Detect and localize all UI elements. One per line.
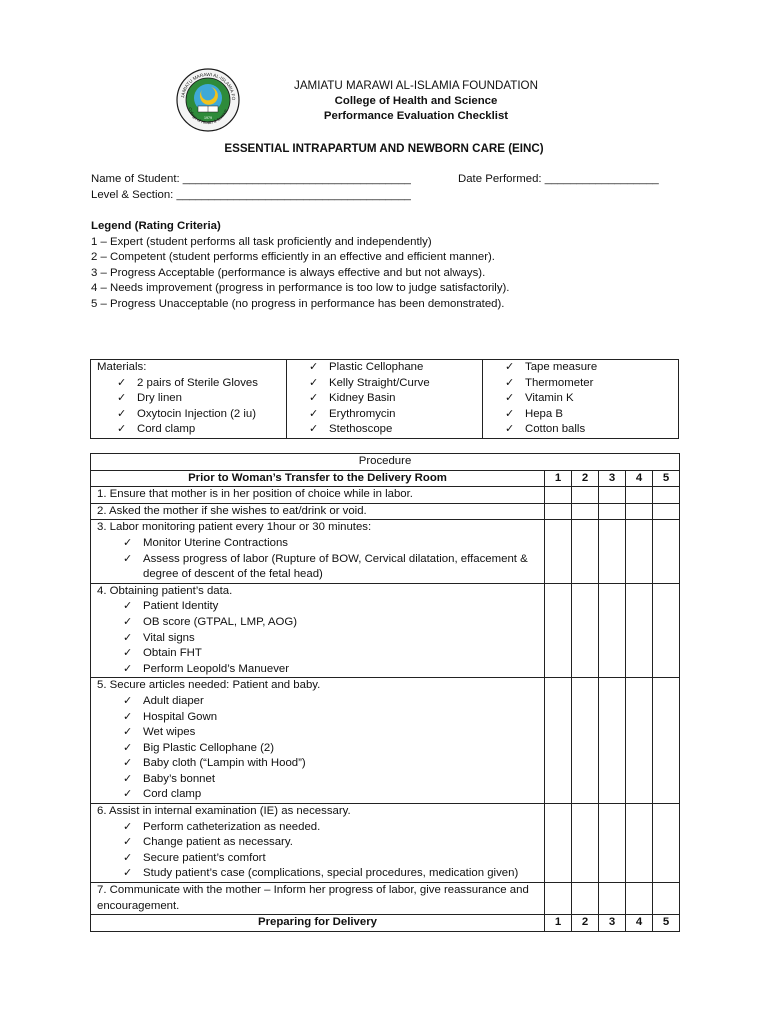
rating-legend (91, 219, 691, 313)
rating-cell[interactable] (572, 883, 599, 915)
rating-cell[interactable] (653, 487, 680, 504)
rating-cell[interactable] (653, 678, 680, 804)
material-item: ✓ Oxytocin Injection (2 iu) (91, 407, 286, 423)
legend-item: 2 – Competent (student performs efficiently in an effective and efficient manner). (91, 251, 495, 264)
rating-cell[interactable] (572, 583, 599, 678)
procedure-title: Procedure (91, 454, 680, 471)
legend-item: 5 – Progress Unacceptable (no progress in performance has been demonstrated). (91, 297, 505, 310)
checkmark-icon: ✓ (309, 392, 319, 405)
student-name-field[interactable]: Name of Student: ____________________________________ (91, 173, 411, 185)
materials-column-2 (287, 360, 483, 439)
rating-cell[interactable] (653, 804, 680, 883)
rating-cell[interactable] (653, 520, 680, 583)
checkmark-icon: ✓ (505, 361, 515, 373)
section-header-row (91, 915, 680, 932)
legend-title: Legend (Rating Criteria) (91, 220, 221, 232)
section-title: Preparing for Delivery (91, 915, 545, 932)
sub-item: ✓ Vital signs (97, 631, 544, 647)
sub-item: ✓ Secure patient’s comfort (97, 851, 544, 867)
sub-item: ✓ Obtain FHT (97, 646, 544, 662)
rating-header: 4 (626, 470, 653, 487)
rating-header: 5 (653, 915, 680, 932)
table-row (91, 583, 680, 678)
rating-cell[interactable] (599, 503, 626, 520)
section-header-row (91, 470, 680, 487)
rating-cell[interactable] (545, 487, 572, 504)
rating-cell[interactable] (626, 583, 653, 678)
checkmark-icon: ✓ (505, 423, 515, 436)
checkmark-icon: ✓ (123, 851, 133, 864)
svg-text:JAMIATU MARAWI AL-ISLAMIA FOUN: JAMIATU MARAWI AL-ISLAMIA FO (180, 71, 237, 101)
student-fields (91, 172, 691, 203)
checkmark-icon: ✓ (123, 536, 133, 549)
checkmark-icon: ✓ (117, 392, 127, 405)
rating-header: 1 (545, 915, 572, 932)
checkmark-icon: ✓ (309, 407, 319, 420)
rating-cell[interactable] (626, 883, 653, 915)
material-item: ✓ Tape measure (483, 360, 678, 376)
rating-cell[interactable] (545, 678, 572, 804)
sub-item: ✓ Patient Identity (97, 599, 544, 615)
rating-header: 2 (572, 915, 599, 932)
svg-text:College of Health & Science: College of Health & Science (187, 106, 229, 126)
sub-item: ✓ Perform Leopold’s Manuever (97, 662, 544, 678)
table-row (91, 520, 680, 583)
checkmark-icon: ✓ (123, 662, 133, 675)
foundation-seal-logo (176, 68, 240, 132)
step-text: 1. Ensure that mother is in her position of choice while in labor. (91, 487, 545, 504)
step-text: 4. Obtaining patient’s data. (97, 584, 233, 597)
step-cell (91, 804, 545, 883)
sub-item: ✓ Cord clamp (97, 787, 544, 803)
checkmark-icon: ✓ (309, 423, 319, 436)
rating-cell[interactable] (599, 804, 626, 883)
sub-item: ✓ Perform catheterization as needed. (97, 820, 544, 836)
checkmark-icon: ✓ (123, 710, 133, 723)
materials-table (90, 359, 679, 439)
step-cell (91, 583, 545, 678)
legend-item: 3 – Progress Acceptable (performance is always effective and but not always). (91, 266, 486, 279)
rating-cell[interactable] (545, 520, 572, 583)
rating-cell[interactable] (653, 503, 680, 520)
rating-cell[interactable] (653, 883, 680, 915)
rating-header: 5 (653, 470, 680, 487)
material-item: ✓ Erythromycin (287, 407, 482, 423)
rating-cell[interactable] (572, 678, 599, 804)
materials-column-1 (91, 360, 287, 439)
svg-text:1979: 1979 (204, 116, 212, 120)
rating-cell[interactable] (599, 583, 626, 678)
level-section-field[interactable]: Level & Section: _____________________________________ (91, 188, 411, 201)
table-row (91, 804, 680, 883)
step-text: 3. Labor monitoring patient every 1hour or 30 minutes: (97, 521, 372, 534)
rating-cell[interactable] (545, 883, 572, 915)
checklist-name: Performance Evaluation Checklist (323, 110, 509, 123)
date-performed-field[interactable]: Date Performed: __________________ (458, 173, 659, 185)
checkmark-icon: ✓ (309, 361, 319, 373)
step-cell (91, 678, 545, 804)
sub-item: ✓ Adult diaper (97, 694, 544, 710)
table-row (91, 487, 680, 504)
material-item: ✓ Thermometer (483, 376, 678, 392)
rating-header: 3 (599, 470, 626, 487)
checkmark-icon: ✓ (123, 615, 133, 628)
checkmark-icon: ✓ (309, 376, 319, 389)
rating-cell[interactable] (599, 487, 626, 504)
rating-cell[interactable] (653, 583, 680, 678)
sub-item: ✓ Hospital Gown (97, 710, 544, 726)
rating-header: 2 (572, 470, 599, 487)
rating-cell[interactable] (572, 503, 599, 520)
materials-label: Materials: (97, 361, 147, 373)
rating-header: 4 (626, 915, 653, 932)
table-row (91, 678, 680, 804)
document-title: ESSENTIAL INTRAPARTUM AND NEWBORN CARE (EINC) (224, 142, 544, 155)
rating-header: 1 (545, 470, 572, 487)
section-title: Prior to Woman’s Transfer to the Delivery Room (91, 470, 545, 487)
checkmark-icon: ✓ (117, 407, 127, 420)
material-item: ✓ Vitamin K (483, 391, 678, 407)
sub-item: ✓ Baby’s bonnet (97, 772, 544, 788)
checkmark-icon: ✓ (123, 741, 133, 754)
checkmark-icon: ✓ (505, 376, 515, 389)
rating-cell[interactable] (599, 883, 626, 915)
materials-column-3 (483, 360, 679, 439)
checkmark-icon: ✓ (123, 631, 133, 644)
sub-item: ✓ Baby cloth (“Lampin with Hood”) (97, 756, 544, 772)
rating-cell[interactable] (572, 520, 599, 583)
checkmark-icon: ✓ (117, 376, 127, 389)
material-item: ✓ 2 pairs of Sterile Gloves (91, 376, 286, 392)
rating-cell[interactable] (572, 804, 599, 883)
table-row (91, 883, 680, 915)
rating-cell[interactable] (626, 503, 653, 520)
legend-item: 4 – Needs improvement (progress in performance is too low to judge satisfactorily). (91, 282, 510, 295)
sub-item: ✓ Wet wipes (97, 725, 544, 741)
rating-cell[interactable] (626, 487, 653, 504)
rating-cell[interactable] (545, 583, 572, 678)
checkmark-icon: ✓ (505, 407, 515, 420)
checkmark-icon: ✓ (123, 820, 133, 833)
checkmark-icon: ✓ (123, 836, 133, 849)
sub-item: ✓ Change patient as necessary. (97, 835, 544, 851)
material-item: ✓ Cord clamp (91, 422, 286, 438)
checkmark-icon: ✓ (123, 788, 133, 801)
legend-item: 1 – Expert (student performs all task proficiently and independently) (91, 235, 432, 248)
material-item: ✓ Plastic Cellophane (287, 360, 482, 376)
rating-cell[interactable] (599, 520, 626, 583)
checkmark-icon: ✓ (123, 757, 133, 770)
rating-cell[interactable] (599, 678, 626, 804)
step-text: 2. Asked the mother if she wishes to eat/drink or void. (91, 503, 545, 520)
rating-cell[interactable] (626, 520, 653, 583)
college-name: College of Health and Science (334, 94, 498, 107)
sub-item: ✓ Big Plastic Cellophane (2) (97, 741, 544, 757)
step-text: 7. Communicate with the mother – Inform her progress of labor, give reassurance and encouragement. (91, 883, 545, 915)
procedure-table (90, 453, 680, 932)
checkmark-icon: ✓ (505, 392, 515, 405)
checkmark-icon: ✓ (123, 694, 133, 707)
rating-header: 3 (599, 915, 626, 932)
step-text: 6. Assist in internal examination (IE) as necessary. (97, 805, 351, 818)
rating-cell[interactable] (545, 503, 572, 520)
sub-item: ✓ OB score (GTPAL, LMP, AOG) (97, 615, 544, 631)
table-row (91, 503, 680, 520)
material-item: ✓ Hepa B (483, 407, 678, 423)
material-item: ✓ Kelly Straight/Curve (287, 376, 482, 392)
step-cell (91, 520, 545, 583)
rating-cell[interactable] (572, 487, 599, 504)
foundation-name: JAMIATU MARAWI AL-ISLAMIA FOUNDATION (294, 79, 538, 92)
checkmark-icon: ✓ (123, 600, 133, 613)
document-header (176, 68, 696, 132)
material-item: ✓ Stethoscope (287, 422, 482, 438)
checkmark-icon: ✓ (123, 647, 133, 660)
checkmark-icon: ✓ (123, 552, 133, 565)
checkmark-icon: ✓ (123, 867, 133, 880)
material-item: ✓ Kidney Basin (287, 391, 482, 407)
step-text: 5. Secure articles needed: Patient and baby. (97, 679, 321, 692)
rating-cell[interactable] (626, 804, 653, 883)
sub-item: ✓ Assess progress of labor (Rupture of BOW, Cervical dilatation, effacement & degree of descent of the fetal head) (123, 552, 528, 581)
material-item: ✓ Cotton balls (483, 422, 678, 438)
rating-cell[interactable] (626, 678, 653, 804)
rating-cell[interactable] (545, 804, 572, 883)
checkmark-icon: ✓ (123, 772, 133, 785)
material-item: ✓ Dry linen (91, 391, 286, 407)
checkmark-icon: ✓ (117, 423, 127, 436)
sub-item: ✓ Study patient’s case (complications, special procedures, medication given) (97, 866, 544, 882)
checkmark-icon: ✓ (123, 726, 133, 739)
header-text (256, 78, 576, 125)
sub-item: ✓ Monitor Uterine Contractions (97, 536, 544, 552)
